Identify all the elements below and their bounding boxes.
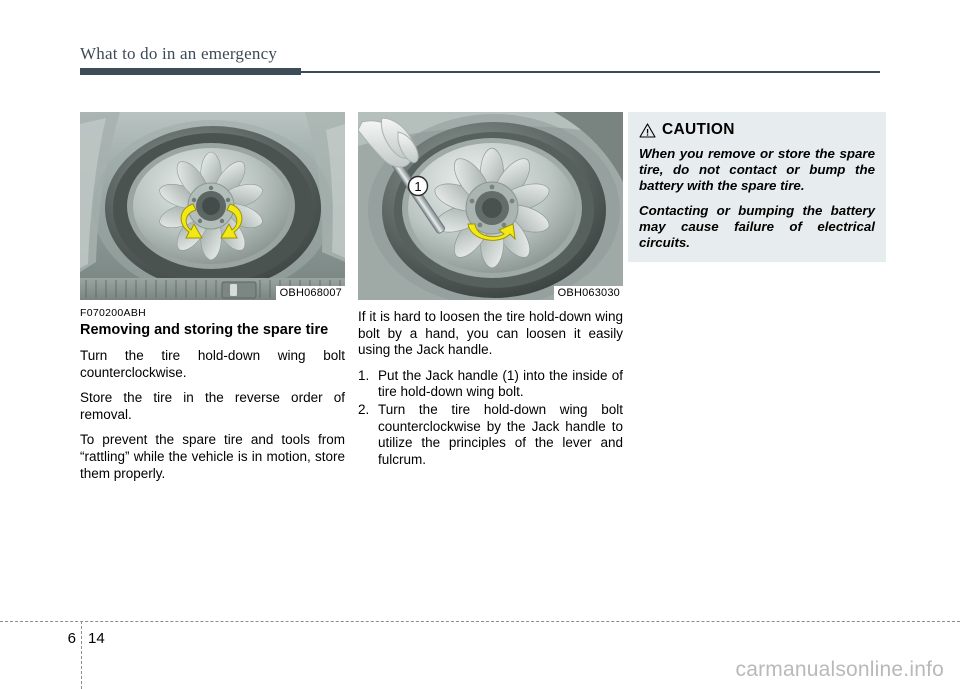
caution-box xyxy=(628,112,886,262)
step-number: 2. xyxy=(358,401,370,417)
jack-handle-steps-list xyxy=(358,368,623,469)
chapter-title: What to do in an emergency xyxy=(80,44,278,63)
footer-page-number: 14 xyxy=(88,630,105,647)
svg-text:1: 1 xyxy=(414,179,422,194)
section-subheading: Removing and storing the spare tire xyxy=(80,322,329,338)
left-paragraph-3: To prevent the spare tire and tools from “rattling” while the vehicle is in motion, store them properly. xyxy=(80,432,345,481)
left-paragraph-1: Turn the tire hold-down wing bolt counterclockwise. xyxy=(80,348,345,380)
figure-reference-left: F070200ABH xyxy=(80,307,147,319)
footer-chapter-number: 6 xyxy=(67,630,76,647)
caution-heading xyxy=(639,121,875,139)
step-number: 1. xyxy=(358,367,370,383)
left-paragraph-2: Store the tire in the reverse order of removal. xyxy=(80,390,345,422)
column-left xyxy=(80,112,345,482)
warning-triangle-icon xyxy=(639,123,656,138)
list-item xyxy=(358,368,623,401)
step-text: Put the Jack handle (1) into the inside of tire hold-down wing bolt. xyxy=(378,367,623,400)
figure-jack-handle-on-wheel xyxy=(358,112,623,300)
caution-paragraph-2: Contacting or bumping the battery may cause failure of electrical circuits. xyxy=(639,202,875,251)
mid-intro-paragraph: If it is hard to loosen the tire hold-down wing bolt by a hand, you can loosen it easily using the Jack handle. xyxy=(358,309,623,358)
step-text: Turn the tire hold-down wing bolt counterclockwise by the Jack handle to utilize the principles of the lever and fulcrum. xyxy=(378,401,623,467)
callout-1 xyxy=(409,177,428,196)
figure-spare-tire-trunk xyxy=(80,112,345,300)
jack-handle-illustration xyxy=(358,112,623,300)
figure-caption-left: OBH068007 xyxy=(276,286,345,300)
header-rule-thick xyxy=(80,68,301,75)
footer-horizontal-rule xyxy=(0,621,960,622)
figure-caption-mid: OBH063030 xyxy=(554,286,623,300)
caution-label: CAUTION xyxy=(662,121,735,138)
watermark: carmanualsonline.info xyxy=(735,658,944,681)
list-item xyxy=(358,402,623,468)
column-right xyxy=(628,112,886,262)
column-middle xyxy=(358,112,623,469)
spare-tire-illustration xyxy=(80,112,345,300)
page-header xyxy=(80,44,880,64)
caution-paragraph-1: When you remove or store the spare tire, do not contact or bump the battery with the spare tire. xyxy=(639,146,875,194)
